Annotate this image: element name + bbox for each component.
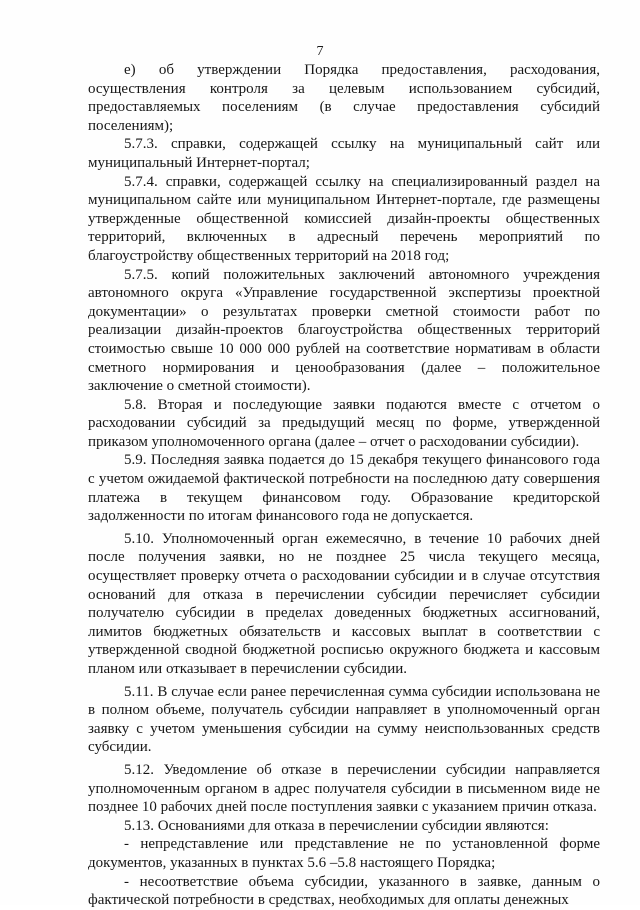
- document-body: [88, 61, 600, 910]
- paragraph-5-7-5: 5.7.5. копий положительных заключений автономного учреждения автономного округа «Управление государственной экспертизы проектной документации» о результатах проверки сметной стоимости работ по реализации дизайн-проектов благоустройства общественных территорий стоимостью свыше 10 000 000 рублей на соответствие нормативам в области сметного нормирования и ценообразования (далее – положительное заключение о сметной стоимости).: [88, 266, 600, 395]
- paragraph-5-11: 5.11. В случае если ранее перечисленная сумма субсидии использована не в полном объеме, получатель субсидии направляет в уполномоченный орган заявку с учетом уменьшения субсидии на сумму неиспользованных средств субсидии.: [88, 683, 600, 756]
- paragraph-5-12: 5.12. Уведомление об отказе в перечислении субсидии направляется уполномоченным органом в адрес получателя субсидии в письменном виде не позднее 10 рабочих дней после поступления заявки с указанием причин отказа.: [88, 761, 600, 816]
- paragraph-5-8: 5.8. Вторая и последующие заявки подаются вместе с отчетом о расходовании субсидий за предыдущий месяц по форме, утвержденной приказом уполномоченного органа (далее – отчет о расходовании субсидии).: [88, 396, 600, 450]
- paragraph-5-7-3: 5.7.3. справки, содержащей ссылку на муниципальный сайт или муниципальный Интернет-портал;: [88, 136, 600, 171]
- paragraph-5-7-4: 5.7.4. справки, содержащей ссылку на специализированный раздел на муниципальном сайте или муниципальном Интернет-портале, где размещены утвержденные общественной комиссией дизайн-проекты общественных территорий, включенных в адресный перечень мероприятий по благоустройству общественных территорий на 2018 год;: [88, 173, 600, 264]
- paragraph-5-13: 5.13. Основаниями для отказа в перечислении субсидии являются:: [124, 817, 549, 834]
- paragraph-e-approval-order: е) об утверждении Порядка предоставления, расходования, осуществления контроля за целевым использованием субсидий, предоставляемых поселениям (в случае предоставления субсидий поселениям);: [88, 62, 600, 134]
- list-item-nonsubmission: - непредставление или представление не по установленной форме документов, указанных в пунктах 5.6 –5.8 настоящего Порядка;: [88, 836, 600, 871]
- paragraph-5-9: 5.9. Последняя заявка подается до 15 декабря текущего финансового года с учетом ожидаемой фактической потребности на последнюю дату совершения платежа в текущем финансовом году. Образование кредиторской задолженности по итогам финансового года не допускается.: [88, 452, 600, 525]
- page-number: 7: [316, 44, 324, 59]
- list-item-mismatch: - несоответствие объема субсидии, указанного в заявке, данным о фактической потребности в средствах, необходимых для оплаты денежных: [88, 873, 600, 909]
- paragraph-5-10: 5.10. Уполномоченный орган ежемесячно, в течение 10 рабочих дней после получения заявки, но не позднее 25 числа текущего месяца, осуществляет проверку отчета о расходовании субсидии и в случае отсутствия оснований для отказа в перечислении субсидии перечисляет субсидии получателю субсидии в пределах доведенных бюджетных ассигнований, лимитов бюджетных обязательств и кассовых выплат в соответствии с утвержденной сводной бюджетной росписью окружного бюджета и кассовым планом или отказывает в перечислении субсидии.: [88, 530, 600, 677]
